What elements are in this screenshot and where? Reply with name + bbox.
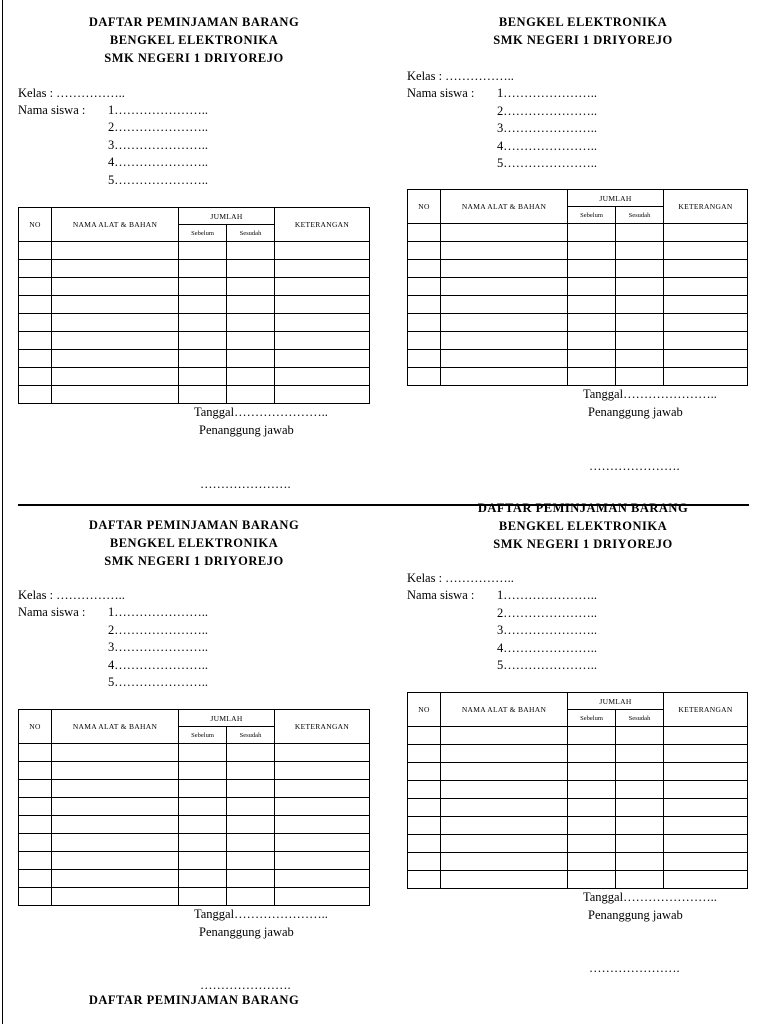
table-row [408, 332, 748, 350]
table-row [19, 744, 370, 762]
col-no-header: NO [408, 693, 441, 727]
col-jumlah-header: JUMLAH [179, 208, 275, 225]
next-form-title: DAFTAR PEMINJAMAN BARANG [88, 993, 300, 1007]
student-line-1: 1………………….. [497, 588, 597, 602]
kelas-field: Kelas : …………….. [407, 69, 514, 83]
loan-form-top-right [407, 13, 759, 503]
table-row [19, 260, 370, 278]
loan-table [407, 189, 748, 386]
penanggung-jawab-label: Penanggung jawab [199, 925, 294, 939]
nama-siswa-label: Nama siswa : [407, 588, 475, 602]
col-keterangan-header: KETERANGAN [275, 208, 370, 242]
form-title-line3: SMK NEGERI 1 DRIYOREJO [104, 51, 284, 65]
student-line-5: 5………………….. [108, 173, 208, 187]
signature-line: …………………. [589, 459, 680, 473]
col-keterangan-header: KETERANGAN [664, 190, 748, 224]
student-line-3: 3………………….. [497, 623, 597, 637]
table-row [408, 745, 748, 763]
col-no-header: NO [19, 208, 52, 242]
table-row [19, 296, 370, 314]
kelas-field: Kelas : …………….. [18, 86, 125, 100]
table-row [19, 314, 370, 332]
table-row [408, 817, 748, 835]
form-title-line1: DAFTAR PEMINJAMAN BARANG [477, 501, 689, 515]
student-line-2: 2………………….. [497, 104, 597, 118]
table-row [19, 816, 370, 834]
kelas-field: Kelas : …………….. [407, 571, 514, 585]
form-title-line3: SMK NEGERI 1 DRIYOREJO [493, 537, 673, 551]
col-sesudah-header: Sesudah [227, 727, 275, 744]
col-sebelum-header: Sebelum [568, 207, 616, 224]
student-line-1: 1………………….. [108, 605, 208, 619]
col-jumlah-header: JUMLAH [568, 190, 664, 207]
col-nama-header: NAMA ALAT & BAHAN [441, 190, 568, 224]
col-no-header: NO [19, 710, 52, 744]
col-nama-header: NAMA ALAT & BAHAN [441, 693, 568, 727]
table-row [408, 781, 748, 799]
table-row [408, 835, 748, 853]
table-row [408, 296, 748, 314]
table-row [19, 368, 370, 386]
loan-table [18, 709, 370, 906]
table-row [408, 853, 748, 871]
table-row [408, 871, 748, 889]
table-row [408, 727, 748, 745]
table-row [19, 278, 370, 296]
left-margin-line [2, 0, 3, 1024]
loan-table [407, 692, 748, 889]
student-line-4: 4………………….. [108, 658, 208, 672]
nama-siswa-label: Nama siswa : [18, 103, 86, 117]
col-keterangan-header: KETERANGAN [275, 710, 370, 744]
form-title-line3: SMK NEGERI 1 DRIYOREJO [104, 554, 284, 568]
table-row [19, 834, 370, 852]
col-no-header: NO [408, 190, 441, 224]
student-line-4: 4………………….. [497, 139, 597, 153]
student-line-4: 4………………….. [108, 155, 208, 169]
col-sesudah-header: Sesudah [616, 207, 664, 224]
student-line-5: 5………………….. [497, 658, 597, 672]
penanggung-jawab-label: Penanggung jawab [199, 423, 294, 437]
form-title-line3: SMK NEGERI 1 DRIYOREJO [493, 33, 673, 47]
form-title-line2: BENGKEL ELEKTRONIKA [498, 15, 668, 29]
form-title-line1: DAFTAR PEMINJAMAN BARANG [88, 518, 300, 532]
table-row [19, 332, 370, 350]
table-row [408, 242, 748, 260]
table-row [408, 224, 748, 242]
signature-line: …………………. [200, 477, 291, 491]
table-row [19, 242, 370, 260]
table-row [408, 763, 748, 781]
col-jumlah-header: JUMLAH [568, 693, 664, 710]
student-line-2: 2………………….. [108, 120, 208, 134]
col-sebelum-header: Sebelum [179, 225, 227, 242]
table-row [408, 314, 748, 332]
signature-line: …………………. [589, 961, 680, 975]
loan-form-bottom-right [407, 499, 759, 989]
table-row [408, 350, 748, 368]
tanggal-field: Tanggal………………….. [583, 890, 717, 904]
col-sebelum-header: Sebelum [568, 710, 616, 727]
nama-siswa-label: Nama siswa : [407, 86, 475, 100]
student-line-2: 2………………….. [497, 606, 597, 620]
table-row [19, 888, 370, 906]
tanggal-field: Tanggal………………….. [583, 387, 717, 401]
table-row [408, 368, 748, 386]
student-line-4: 4………………….. [497, 641, 597, 655]
table-row [19, 870, 370, 888]
tanggal-field: Tanggal………………….. [194, 907, 328, 921]
student-line-3: 3………………….. [108, 640, 208, 654]
table-row [19, 852, 370, 870]
student-line-2: 2………………….. [108, 623, 208, 637]
table-row [408, 260, 748, 278]
form-title-line2: BENGKEL ELEKTRONIKA [109, 536, 279, 550]
signature-line: …………………. [200, 978, 291, 992]
form-title-line2: BENGKEL ELEKTRONIKA [498, 519, 668, 533]
student-line-1: 1………………….. [497, 86, 597, 100]
nama-siswa-label: Nama siswa : [18, 605, 86, 619]
table-row [19, 762, 370, 780]
table-row [19, 798, 370, 816]
student-line-5: 5………………….. [497, 156, 597, 170]
student-line-3: 3………………….. [497, 121, 597, 135]
student-line-5: 5………………….. [108, 675, 208, 689]
col-nama-header: NAMA ALAT & BAHAN [52, 208, 179, 242]
table-row [408, 278, 748, 296]
form-title-line2: BENGKEL ELEKTRONIKA [109, 33, 279, 47]
loan-form-bottom-left [18, 516, 370, 1006]
form-title-line1: DAFTAR PEMINJAMAN BARANG [88, 15, 300, 29]
student-line-3: 3………………….. [108, 138, 208, 152]
loan-table [18, 207, 370, 404]
col-sesudah-header: Sesudah [616, 710, 664, 727]
loan-form-top-left [18, 13, 370, 503]
table-row [408, 799, 748, 817]
col-sesudah-header: Sesudah [227, 225, 275, 242]
col-keterangan-header: KETERANGAN [664, 693, 748, 727]
kelas-field: Kelas : …………….. [18, 588, 125, 602]
penanggung-jawab-label: Penanggung jawab [588, 908, 683, 922]
col-jumlah-header: JUMLAH [179, 710, 275, 727]
penanggung-jawab-label: Penanggung jawab [588, 405, 683, 419]
tanggal-field: Tanggal………………….. [194, 405, 328, 419]
col-nama-header: NAMA ALAT & BAHAN [52, 710, 179, 744]
table-row [19, 350, 370, 368]
table-row [19, 386, 370, 404]
col-sebelum-header: Sebelum [179, 727, 227, 744]
student-line-1: 1………………….. [108, 103, 208, 117]
table-row [19, 780, 370, 798]
